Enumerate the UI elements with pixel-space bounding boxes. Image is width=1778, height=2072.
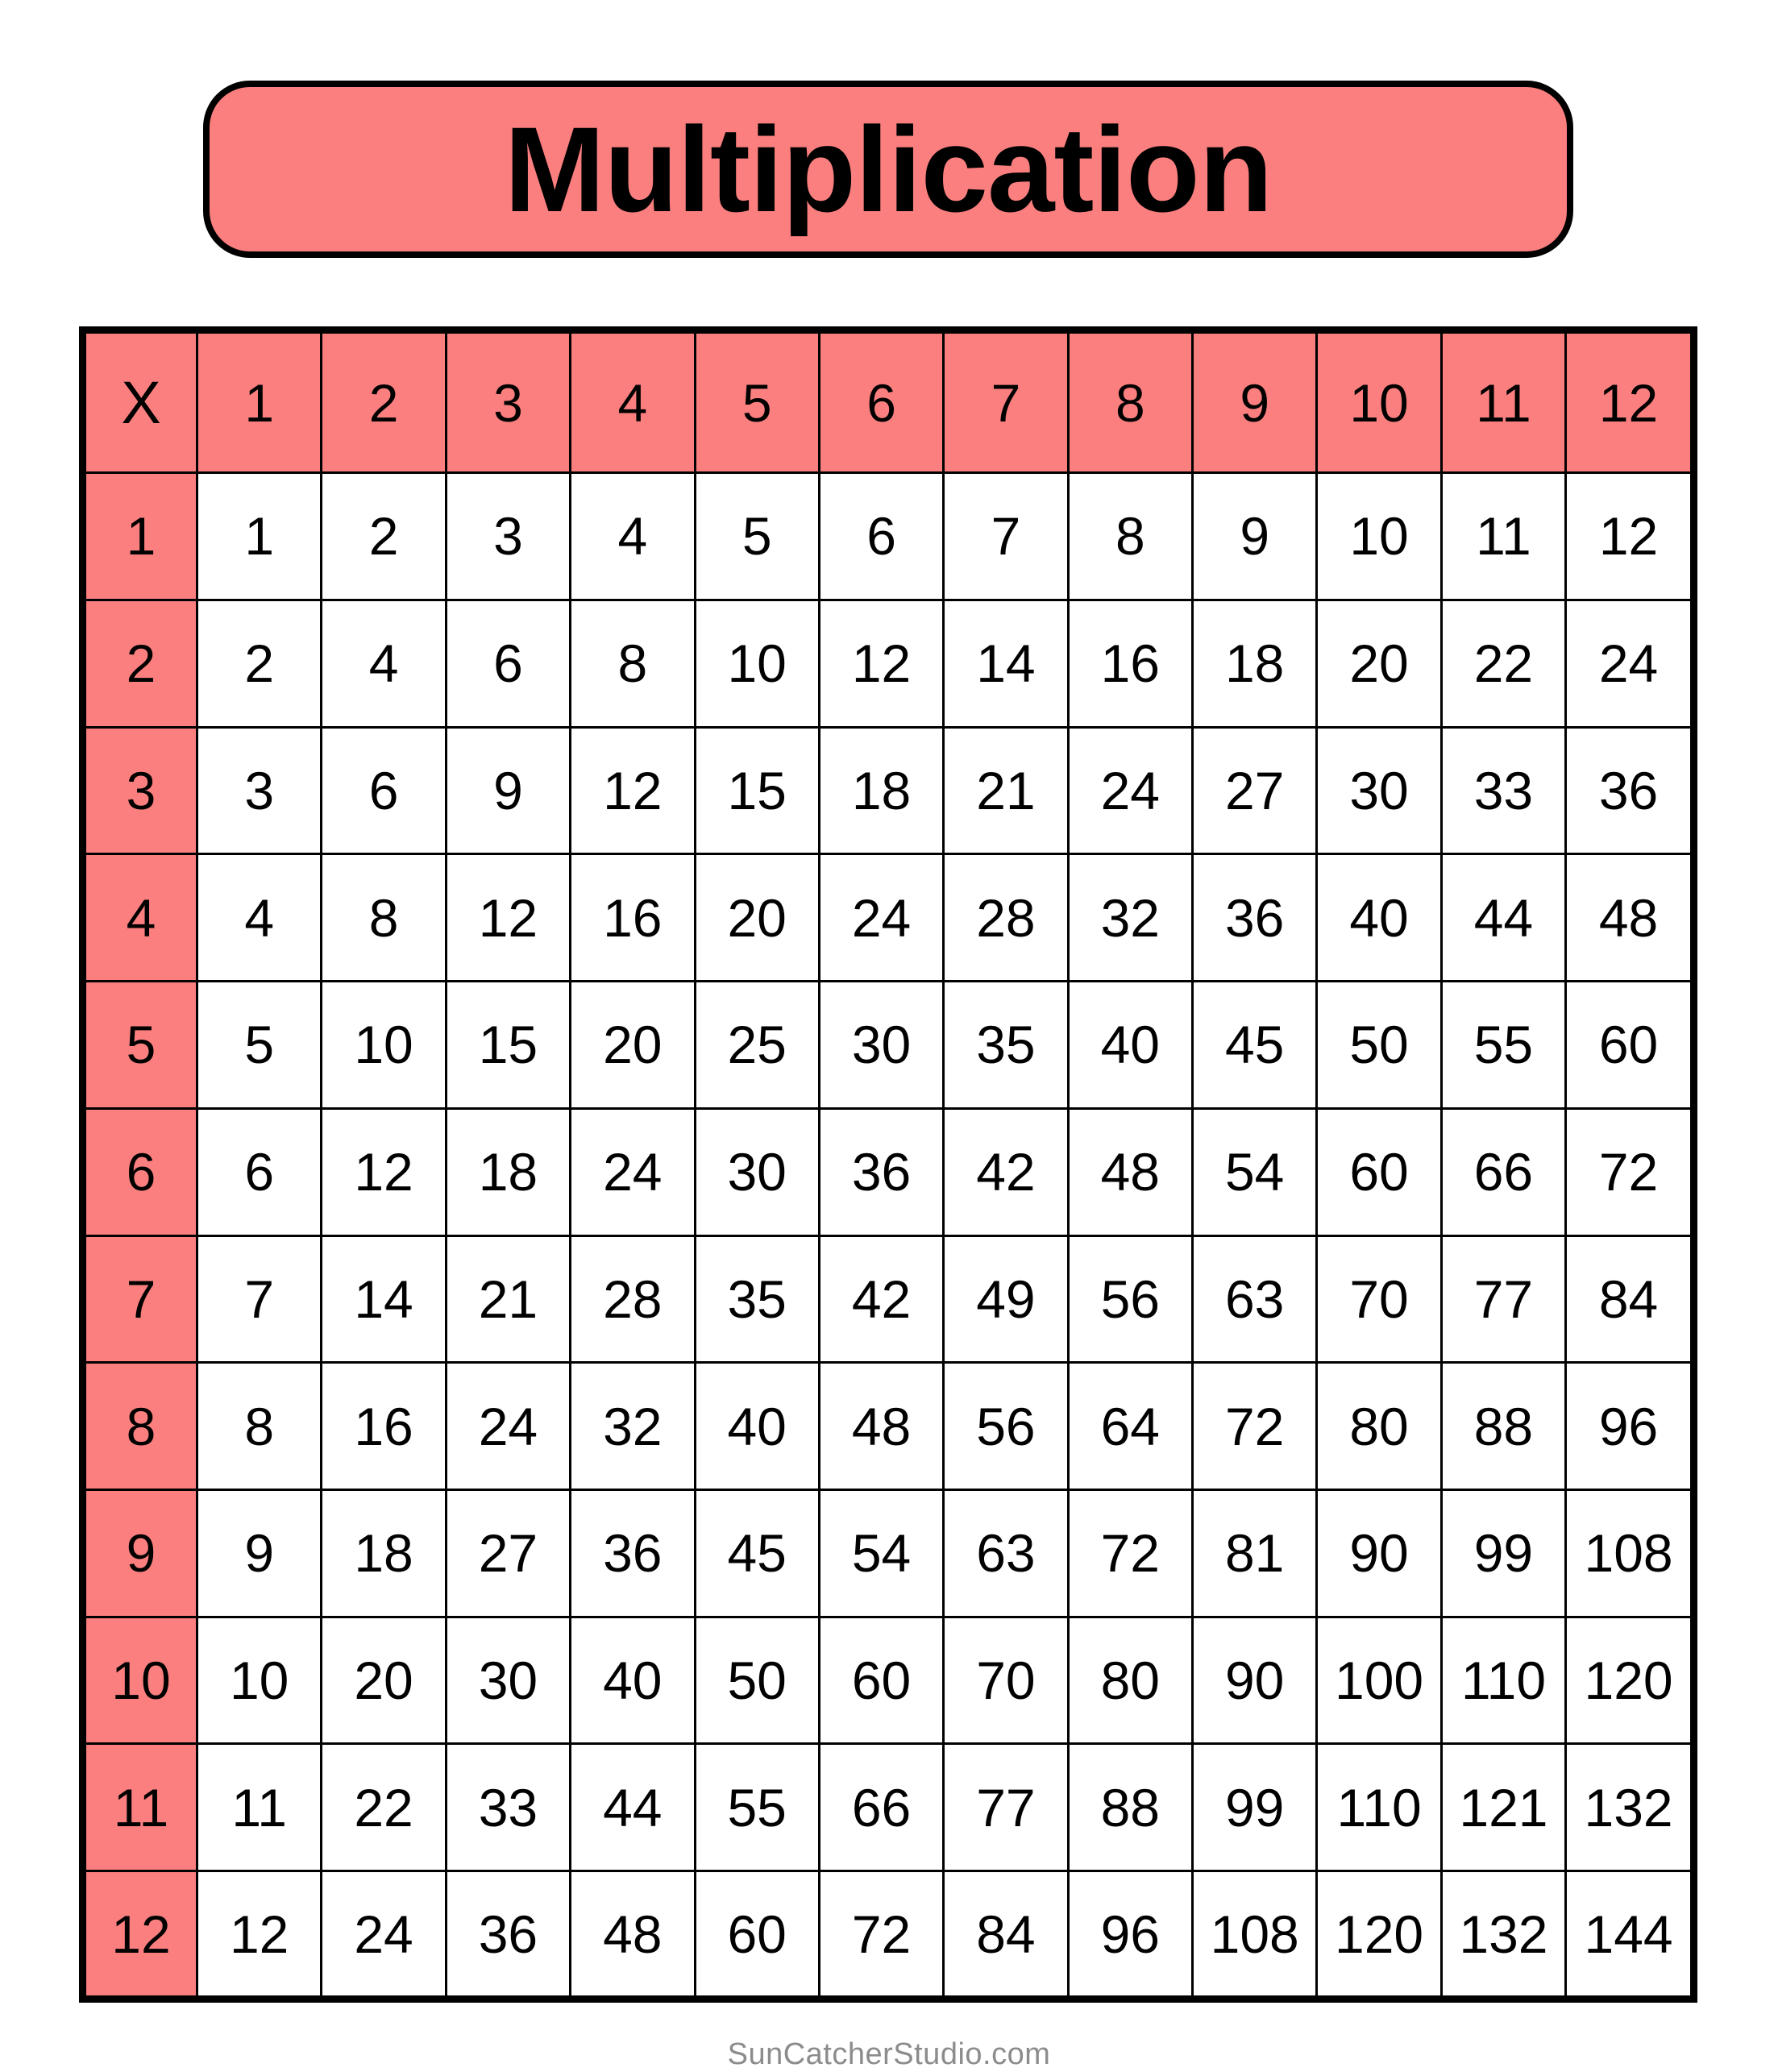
cell-8x11: 88 <box>1441 1363 1565 1490</box>
cell-6x10: 60 <box>1317 1108 1441 1235</box>
cell-2x12: 24 <box>1566 600 1690 727</box>
row-header-7: 7 <box>86 1235 197 1363</box>
cell-5x12: 60 <box>1566 982 1690 1109</box>
table-header-row <box>86 334 1690 473</box>
cell-11x8: 88 <box>1068 1744 1192 1871</box>
cell-10x11: 110 <box>1441 1617 1565 1744</box>
cell-1x10: 10 <box>1317 473 1441 600</box>
cell-6x12: 72 <box>1566 1108 1690 1235</box>
cell-9x5: 45 <box>695 1489 819 1617</box>
cell-3x10: 30 <box>1317 727 1441 854</box>
table-row <box>86 1489 1690 1617</box>
cell-1x9: 9 <box>1193 473 1317 600</box>
cell-3x5: 15 <box>695 727 819 854</box>
cell-7x1: 7 <box>197 1235 322 1363</box>
table-row <box>86 1744 1690 1871</box>
cell-9x6: 54 <box>819 1489 943 1617</box>
cell-9x3: 27 <box>446 1489 570 1617</box>
cell-6x2: 12 <box>322 1108 446 1235</box>
column-header-8: 8 <box>1068 334 1192 473</box>
column-header-11: 11 <box>1441 334 1565 473</box>
cell-1x8: 8 <box>1068 473 1192 600</box>
cell-3x9: 27 <box>1193 727 1317 854</box>
cell-8x4: 32 <box>571 1363 695 1490</box>
cell-12x1: 12 <box>197 1871 322 1995</box>
cell-10x1: 10 <box>197 1617 322 1744</box>
cell-11x3: 33 <box>446 1744 570 1871</box>
cell-9x1: 9 <box>197 1489 322 1617</box>
cell-7x2: 14 <box>322 1235 446 1363</box>
cell-5x10: 50 <box>1317 982 1441 1109</box>
row-header-1: 1 <box>86 473 197 600</box>
cell-3x4: 12 <box>571 727 695 854</box>
cell-5x8: 40 <box>1068 982 1192 1109</box>
title-banner <box>203 81 1573 258</box>
cell-1x1: 1 <box>197 473 322 600</box>
cell-7x11: 77 <box>1441 1235 1565 1363</box>
cell-4x7: 28 <box>944 854 1068 982</box>
cell-1x4: 4 <box>571 473 695 600</box>
cell-8x10: 80 <box>1317 1363 1441 1490</box>
cell-3x7: 21 <box>944 727 1068 854</box>
cell-5x11: 55 <box>1441 982 1565 1109</box>
cell-11x12: 132 <box>1566 1744 1690 1871</box>
cell-8x8: 64 <box>1068 1363 1192 1490</box>
cell-12x11: 132 <box>1441 1871 1565 1995</box>
cell-12x9: 108 <box>1193 1871 1317 1995</box>
cell-3x12: 36 <box>1566 727 1690 854</box>
table-row <box>86 727 1690 854</box>
table-row <box>86 1235 1690 1363</box>
cell-2x10: 20 <box>1317 600 1441 727</box>
table-row <box>86 982 1690 1109</box>
row-header-5: 5 <box>86 982 197 1109</box>
cell-7x10: 70 <box>1317 1235 1441 1363</box>
cell-5x5: 25 <box>695 982 819 1109</box>
row-header-3: 3 <box>86 727 197 854</box>
cell-3x2: 6 <box>322 727 446 854</box>
column-header-7: 7 <box>944 334 1068 473</box>
cell-10x6: 60 <box>819 1617 943 1744</box>
cell-1x12: 12 <box>1566 473 1690 600</box>
row-header-4: 4 <box>86 854 197 982</box>
cell-1x7: 7 <box>944 473 1068 600</box>
cell-10x8: 80 <box>1068 1617 1192 1744</box>
cell-3x6: 18 <box>819 727 943 854</box>
cell-6x3: 18 <box>446 1108 570 1235</box>
multiplication-table-container <box>79 326 1697 2003</box>
cell-11x1: 11 <box>197 1744 322 1871</box>
cell-4x3: 12 <box>446 854 570 982</box>
cell-11x4: 44 <box>571 1744 695 1871</box>
cell-2x7: 14 <box>944 600 1068 727</box>
cell-1x2: 2 <box>322 473 446 600</box>
cell-4x10: 40 <box>1317 854 1441 982</box>
cell-7x5: 35 <box>695 1235 819 1363</box>
cell-12x5: 60 <box>695 1871 819 1995</box>
cell-4x12: 48 <box>1566 854 1690 982</box>
cell-11x11: 121 <box>1441 1744 1565 1871</box>
table-row <box>86 1871 1690 1995</box>
cell-12x12: 144 <box>1566 1871 1690 1995</box>
cell-2x8: 16 <box>1068 600 1192 727</box>
cell-5x4: 20 <box>571 982 695 1109</box>
cell-11x2: 22 <box>322 1744 446 1871</box>
cell-12x10: 120 <box>1317 1871 1441 1995</box>
cell-9x9: 81 <box>1193 1489 1317 1617</box>
cell-3x11: 33 <box>1441 727 1565 854</box>
column-header-2: 2 <box>322 334 446 473</box>
cell-10x9: 90 <box>1193 1617 1317 1744</box>
cell-10x7: 70 <box>944 1617 1068 1744</box>
cell-8x1: 8 <box>197 1363 322 1490</box>
cell-9x10: 90 <box>1317 1489 1441 1617</box>
cell-6x4: 24 <box>571 1108 695 1235</box>
row-header-9: 9 <box>86 1489 197 1617</box>
cell-11x9: 99 <box>1193 1744 1317 1871</box>
cell-7x8: 56 <box>1068 1235 1192 1363</box>
cell-1x6: 6 <box>819 473 943 600</box>
cell-7x7: 49 <box>944 1235 1068 1363</box>
multiplication-table <box>86 334 1690 1995</box>
column-header-5: 5 <box>695 334 819 473</box>
cell-4x6: 24 <box>819 854 943 982</box>
cell-10x3: 30 <box>446 1617 570 1744</box>
cell-6x11: 66 <box>1441 1108 1565 1235</box>
cell-12x6: 72 <box>819 1871 943 1995</box>
cell-5x2: 10 <box>322 982 446 1109</box>
table-row <box>86 600 1690 727</box>
table-row <box>86 1108 1690 1235</box>
cell-4x5: 20 <box>695 854 819 982</box>
cell-7x4: 28 <box>571 1235 695 1363</box>
cell-7x3: 21 <box>446 1235 570 1363</box>
row-header-2: 2 <box>86 600 197 727</box>
cell-6x9: 54 <box>1193 1108 1317 1235</box>
cell-5x1: 5 <box>197 982 322 1109</box>
cell-11x6: 66 <box>819 1744 943 1871</box>
cell-8x5: 40 <box>695 1363 819 1490</box>
cell-7x9: 63 <box>1193 1235 1317 1363</box>
cell-7x6: 42 <box>819 1235 943 1363</box>
cell-1x3: 3 <box>446 473 570 600</box>
cell-11x10: 110 <box>1317 1744 1441 1871</box>
page-title: Multiplication <box>504 102 1273 237</box>
cell-1x11: 11 <box>1441 473 1565 600</box>
row-header-10: 10 <box>86 1617 197 1744</box>
cell-8x9: 72 <box>1193 1363 1317 1490</box>
cell-5x9: 45 <box>1193 982 1317 1109</box>
cell-8x12: 96 <box>1566 1363 1690 1490</box>
cell-8x3: 24 <box>446 1363 570 1490</box>
column-header-10: 10 <box>1317 334 1441 473</box>
table-row <box>86 473 1690 600</box>
cell-12x3: 36 <box>446 1871 570 1995</box>
column-header-12: 12 <box>1566 334 1690 473</box>
cell-6x8: 48 <box>1068 1108 1192 1235</box>
cell-7x12: 84 <box>1566 1235 1690 1363</box>
cell-2x11: 22 <box>1441 600 1565 727</box>
cell-12x4: 48 <box>571 1871 695 1995</box>
footer-credit: SunCatcherStudio.com <box>727 2037 1051 2071</box>
cell-6x7: 42 <box>944 1108 1068 1235</box>
cell-11x5: 55 <box>695 1744 819 1871</box>
cell-10x5: 50 <box>695 1617 819 1744</box>
cell-10x12: 120 <box>1566 1617 1690 1744</box>
column-header-3: 3 <box>446 334 570 473</box>
cell-4x9: 36 <box>1193 854 1317 982</box>
cell-6x1: 6 <box>197 1108 322 1235</box>
cell-2x6: 12 <box>819 600 943 727</box>
cell-1x5: 5 <box>695 473 819 600</box>
cell-10x2: 20 <box>322 1617 446 1744</box>
cell-5x3: 15 <box>446 982 570 1109</box>
cell-2x4: 8 <box>571 600 695 727</box>
table-row <box>86 1617 1690 1744</box>
cell-2x9: 18 <box>1193 600 1317 727</box>
cell-4x8: 32 <box>1068 854 1192 982</box>
cell-12x2: 24 <box>322 1871 446 1995</box>
table-row <box>86 854 1690 982</box>
cell-2x1: 2 <box>197 600 322 727</box>
row-header-8: 8 <box>86 1363 197 1490</box>
cell-11x7: 77 <box>944 1744 1068 1871</box>
cell-3x8: 24 <box>1068 727 1192 854</box>
cell-5x6: 30 <box>819 982 943 1109</box>
table-row <box>86 1363 1690 1490</box>
cell-9x7: 63 <box>944 1489 1068 1617</box>
column-header-6: 6 <box>819 334 943 473</box>
cell-8x2: 16 <box>322 1363 446 1490</box>
cell-10x4: 40 <box>571 1617 695 1744</box>
cell-3x1: 3 <box>197 727 322 854</box>
cell-12x7: 84 <box>944 1871 1068 1995</box>
cell-5x7: 35 <box>944 982 1068 1109</box>
cell-4x4: 16 <box>571 854 695 982</box>
row-header-12: 12 <box>86 1871 197 1995</box>
cell-4x1: 4 <box>197 854 322 982</box>
table-corner-label: X <box>86 334 197 473</box>
column-header-9: 9 <box>1193 334 1317 473</box>
row-header-11: 11 <box>86 1744 197 1871</box>
cell-10x10: 100 <box>1317 1617 1441 1744</box>
cell-9x12: 108 <box>1566 1489 1690 1617</box>
cell-9x8: 72 <box>1068 1489 1192 1617</box>
row-header-6: 6 <box>86 1108 197 1235</box>
cell-8x6: 48 <box>819 1363 943 1490</box>
cell-6x6: 36 <box>819 1108 943 1235</box>
cell-9x11: 99 <box>1441 1489 1565 1617</box>
cell-9x2: 18 <box>322 1489 446 1617</box>
cell-3x3: 9 <box>446 727 570 854</box>
cell-9x4: 36 <box>571 1489 695 1617</box>
cell-2x3: 6 <box>446 600 570 727</box>
cell-6x5: 30 <box>695 1108 819 1235</box>
column-header-4: 4 <box>571 334 695 473</box>
column-header-1: 1 <box>197 334 322 473</box>
cell-4x11: 44 <box>1441 854 1565 982</box>
cell-2x2: 4 <box>322 600 446 727</box>
cell-12x8: 96 <box>1068 1871 1192 1995</box>
cell-4x2: 8 <box>322 854 446 982</box>
cell-8x7: 56 <box>944 1363 1068 1490</box>
cell-2x5: 10 <box>695 600 819 727</box>
